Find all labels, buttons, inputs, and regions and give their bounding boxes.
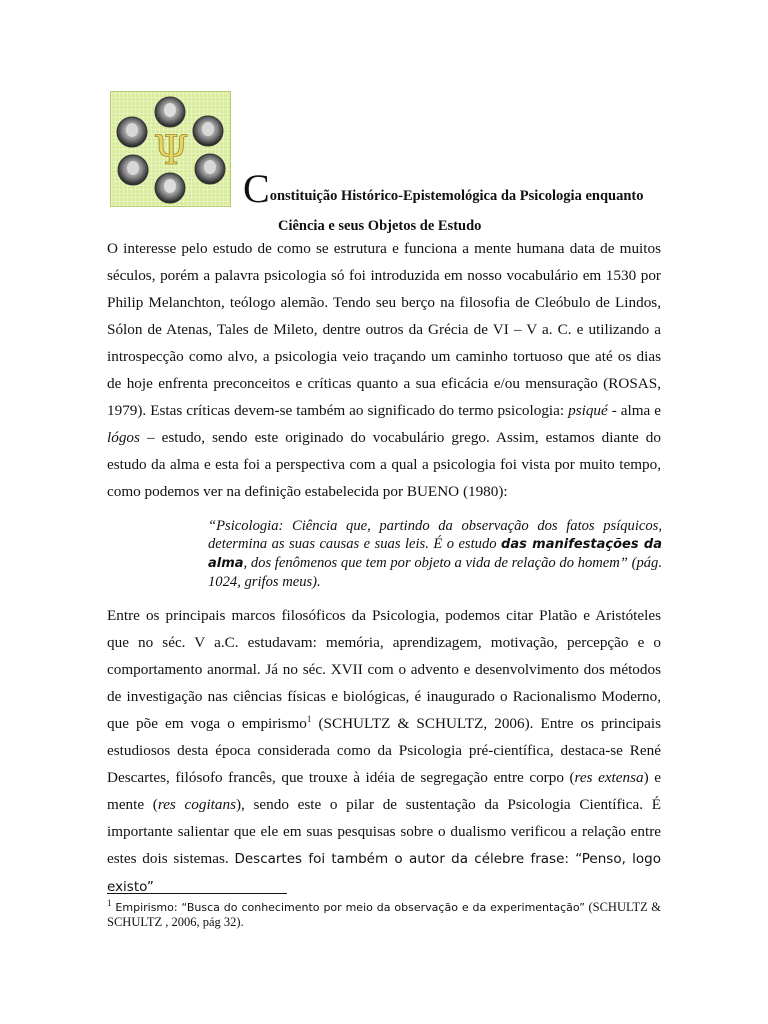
p1-text-b: - alma e xyxy=(607,402,661,419)
quote-text-b: , dos fenômenos que tem por objeto a vida de relação do homem” (pág. 1024, grifos meus). xyxy=(208,555,662,590)
psi-icon: Ψ xyxy=(153,128,189,174)
portrait-right-lower xyxy=(195,154,225,184)
portrait-left-upper xyxy=(117,117,147,147)
footnote-reference: (SCHULTZ & SCHULTZ , 2006, pág 32). xyxy=(107,900,661,929)
portrait-top xyxy=(155,97,185,127)
p1-text-a: O interesse pelo estudo de como se estrutura e funciona a mente humana data de muitos séculos, porém a palavra psicologia só foi introduzida em nosso vocabulário em 1530 por Philip Melanchton, teólogo alemão. Tendo seu berço na filosofia de Cleóbulo de Lindos, Sólon de Atenas, Tales de Mileto, dentre outros da Grécia de VI – V a. C. e utilizando a introspecção como alvo, a psicologia veio traçando um caminho tortuoso que até os dias de hoje enfrenta preconceitos e críticas quanto a sua eficácia e/ou mensuração (ROSAS, 1979). Estas críticas devem-se também ao significado do termo psicologia: xyxy=(107,240,661,419)
p2-text-a: Entre os principais marcos filosóficos da Psicologia, podemos citar Platão e Aristóteles que no séc. V a.C. estudavam: memória, aprendizagem, motivação, percepção e o comportamento anormal. Já no séc. XVII com o advento e desenvolvimento dos métodos de investigação nas ciências físicas e biológicas, é inaugurado o Racionalismo Moderno, que põe em voga o empirismo xyxy=(107,607,661,732)
quote-text-a: “Psicologia: Ciência que, partindo da observação dos fatos psíquicos, determina as suas causas e suas leis. É o estudo xyxy=(208,518,662,552)
portrait-right-upper xyxy=(193,116,223,146)
document-title-line2: Ciência e seus Objetos de Estudo xyxy=(278,218,482,234)
footnote-text: Empirismo: “Busca do conhecimento por meio da observação e da experimentação” xyxy=(111,901,585,914)
p2-text-d: ), sendo este o pilar de sustentação da Psicologia Científica. É importante salientar que ele em suas pesquisas sobre o dualismo verificou a relação entre estes dois sistemas. xyxy=(107,796,661,867)
p2-text-c: ) e mente ( xyxy=(107,769,661,813)
block-quote xyxy=(208,517,662,591)
paragraph-2 xyxy=(107,602,661,901)
portrait-bottom xyxy=(155,173,185,203)
psychology-logo xyxy=(110,91,231,207)
paragraph-1 xyxy=(107,235,661,505)
p2-text-b: (SCHULTZ & SCHULTZ, 2006). Entre os principais estudiosos desta época considerada como da Psicologia pré-científica, destaca-se René Descartes, filósofo francês, que trouxe à idéia de segregação entre corpo ( xyxy=(107,715,661,786)
document-title-line1 xyxy=(243,166,673,211)
portrait-left-lower xyxy=(118,155,148,185)
footnote-number: 1 xyxy=(107,897,112,908)
term-logos: lógos xyxy=(107,429,140,446)
footnote-marker[interactable]: 1 xyxy=(306,713,312,724)
title-text-1: onstituição Histórico-Epistemológica da Psicologia enquanto xyxy=(269,188,644,204)
footnote xyxy=(107,897,661,930)
quote-emphasis: das manifestações da alma xyxy=(208,537,662,571)
term-res-extensa: res extensa xyxy=(574,769,644,786)
footnote-divider xyxy=(107,893,287,894)
term-res-cogitans: res cogitans xyxy=(157,796,236,813)
p1-text-c: – estudo, sendo este originado do vocabulário grego. Assim, estamos diante do estudo da alma e esta foi a perspectiva com a qual a psicologia foi vista por muito tempo, como podemos ver na definição estabelecida por BUENO (1980): xyxy=(107,429,661,500)
dropcap-letter: C xyxy=(243,166,270,211)
portraits-illustration xyxy=(111,92,232,208)
term-psique: psiqué xyxy=(568,402,608,419)
p2-text-e: Descartes foi também o autor da célebre frase: “Penso, logo existo” xyxy=(107,851,661,895)
